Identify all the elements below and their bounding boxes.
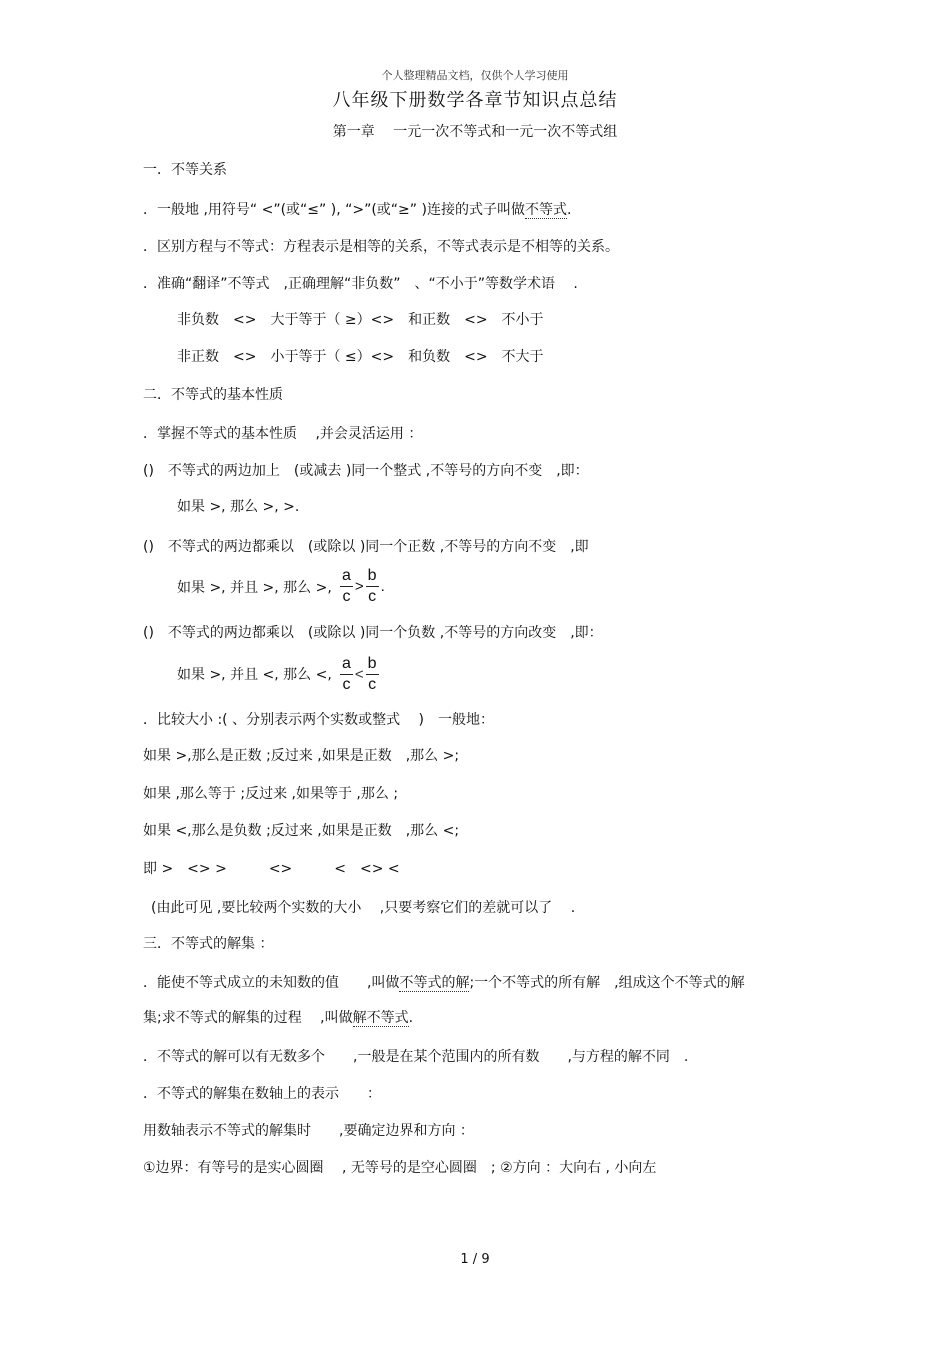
s2-rule-2-example: 如果 >, 并且 >, 那么 >, [177, 580, 332, 596]
s2-compare-5: (由此可见 ,要比较两个实数的大小 ,只要考察它们的差就可以了 . [151, 900, 576, 916]
s2-compare-4: 即 > <> > <> < <> < [143, 861, 400, 877]
section-1-heading: 一．不等关系 [143, 162, 227, 178]
s2-compare-intro: ．比较大小 :( 、分别表示两个实数或整式 ) 一般地： [143, 712, 494, 728]
term-inequality: 不等式 [524, 202, 567, 218]
fraction-a-over-c [340, 654, 353, 695]
term-solution-of-inequality: 不等式的解 [399, 975, 470, 991]
s2-compare-1: 如果 >,那么是正数 ;反过来 ,如果是正数 ,那么 >; [143, 748, 460, 764]
s3-paragraph-4: 用数轴表示不等式的解集时 ,要确定边界和方向 ： [143, 1123, 474, 1139]
s1-paragraph-3: ．准确“翻译”不等式 ,正确理解“非负数” 、“不小于”等数学术语 . [143, 276, 578, 292]
less-than-sign: < [354, 666, 364, 683]
fraction-a-over-c [340, 566, 353, 607]
numerator-a: a [340, 654, 353, 675]
numerator-a: a [340, 566, 353, 587]
denominator-c: c [342, 588, 351, 605]
numerator-b: b [366, 654, 379, 675]
fraction-b-over-c [366, 654, 379, 695]
denominator-c: c [368, 676, 377, 693]
term-solve-inequality: 解不等式 [352, 1010, 409, 1026]
s1-p1-text: ．一般地 ,用符号“ <”(或“≤” ), “>”(或“≥” )连接的式子叫做 [143, 202, 525, 218]
period: . [380, 578, 385, 595]
rule-2-fraction-expression [338, 566, 385, 607]
s3-paragraph-5: ①边界：有等号的是实心圆圈 , 无等号的是空心圆圈 ; ②方向 ：大向右 , 小向左 [143, 1160, 657, 1176]
denominator-c: c [342, 676, 351, 693]
s3-paragraph-1-cont [143, 1009, 413, 1027]
s1-paragraph-4: 非负数 <> 大于等于（ ≥）<> 和正数 <> 不小于 [177, 312, 544, 328]
s2-compare-2: 如果 ,那么等于 ;反过来 ,如果等于 ,那么 ; [143, 786, 399, 802]
numerator-b: b [366, 566, 379, 587]
s1-p1-end: . [566, 202, 572, 218]
s3-p1c-text: 集;求不等式的解集的过程 ,叫做 [143, 1010, 353, 1026]
fraction-b-over-c [366, 566, 379, 607]
s1-paragraph-5: 非正数 <> 小于等于（ ≤）<> 和负数 <> 不大于 [177, 349, 544, 365]
s3-paragraph-3: ．不等式的解集在数轴上的表示 ： [143, 1086, 381, 1102]
s3-paragraph-1 [143, 974, 745, 992]
header-note: 个人整理精品文档，仅供个人学习使用 [381, 69, 569, 82]
page-title: 八年级下册数学各章节知识点总结 [332, 90, 618, 111]
s2-rule-3: () 不等式的两边都乘以 (或除以 )同一个负数 ,不等号的方向改变 ,即： [143, 625, 603, 641]
s1-paragraph-2: ．区别方程与不等式：方程表示是相等的关系，不等式表示是不相等的关系。 [143, 239, 619, 255]
s2-compare-3: 如果 <,那么是负数 ;反过来 ,如果是正数 ,那么 <; [143, 823, 460, 839]
s3-p1c-end: . [408, 1010, 414, 1026]
rule-3-fraction-expression [338, 654, 381, 695]
s2-rule-1: () 不等式的两边加上 (或减去 )同一个整式 ,不等号的方向不变 ,即： [143, 463, 589, 479]
s2-intro: ．掌握不等式的基本性质 ,并会灵活运用 ： [143, 426, 423, 442]
s3-paragraph-2: ．不等式的解可以有无数多个 ,一般是在某个范围内的所有数 ,与方程的解不同 . [143, 1049, 689, 1065]
section-3-heading: 三．不等式的解集 ： [143, 936, 274, 952]
page-number: 1 / 9 [460, 1252, 490, 1267]
s1-paragraph-1 [143, 201, 571, 219]
s2-rule-1-example: 如果 >, 那么 >, >. [177, 499, 300, 515]
s3-p1-text: ．能使不等式成立的未知数的值 ,叫做 [143, 975, 400, 991]
section-2-heading: 二．不等式的基本性质 [143, 387, 283, 403]
chapter-title: 第一章 一元一次不等式和一元一次不等式组 [332, 124, 618, 140]
denominator-c: c [368, 588, 377, 605]
s2-rule-2: () 不等式的两边都乘以 (或除以 )同一个正数 ,不等号的方向不变 ,即 [143, 539, 589, 555]
greater-than-sign: > [354, 578, 364, 595]
s3-p1-text-b: ;一个不等式的所有解 ,组成这个不等式的解 [469, 975, 745, 991]
s2-rule-3-example: 如果 >, 并且 <, 那么 <, [177, 667, 332, 683]
